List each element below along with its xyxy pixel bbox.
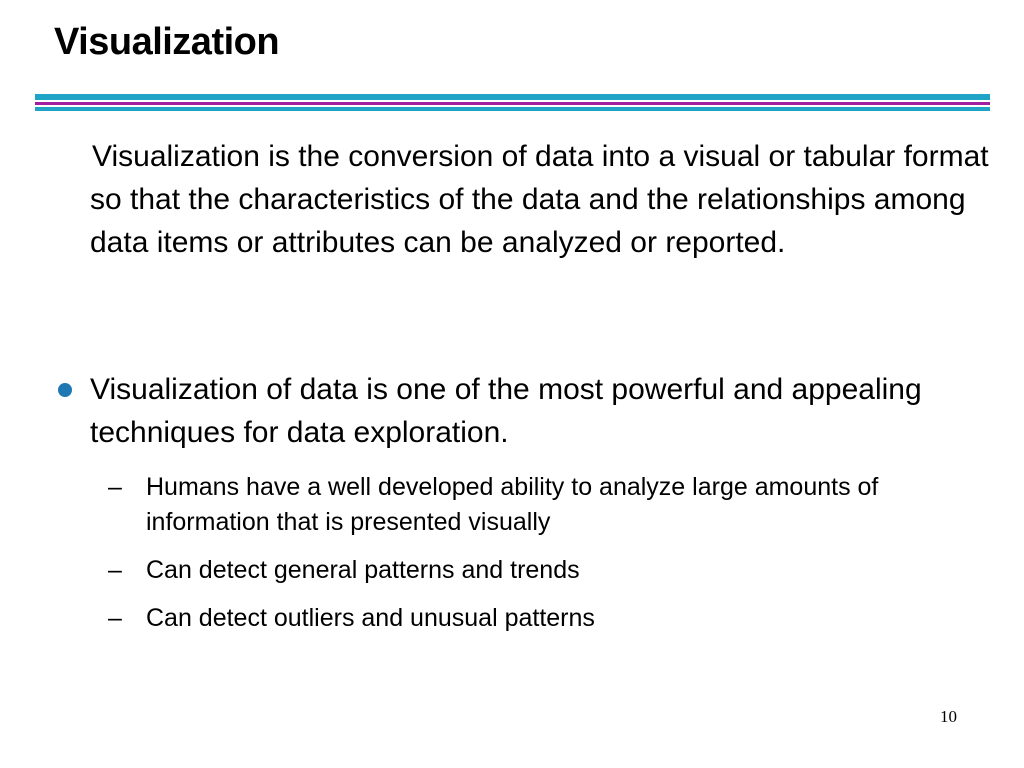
sub-bullet-text: Can detect outliers and unusual patterns: [146, 604, 595, 632]
intro-paragraph: Visualization is the conversion of data into a visual or tabular format so that the characteristics of the data and the relationships among data items or attributes can be analyzed or reported.: [90, 140, 989, 259]
bullet-dot-icon: [58, 383, 72, 397]
sub-bullet-text: Humans have a well developed ability to analyze large amounts of information that is presented visually: [146, 473, 879, 536]
main-bullet-text: Visualization of data is one of the most powerful and appealing techniques for data exploration.: [90, 373, 922, 449]
sub-bullet-dash-icon: –: [108, 604, 122, 632]
title-divider-bottom: [35, 107, 990, 111]
sub-bullet-dash-icon: –: [108, 556, 122, 584]
title-divider-middle: [35, 102, 990, 105]
sub-bullet-text: Can detect general patterns and trends: [146, 556, 580, 584]
sub-bullet-dash-icon: –: [108, 473, 122, 501]
page-number: 10: [940, 707, 957, 726]
title-divider-top: [35, 94, 990, 100]
slide-title: Visualization: [54, 21, 280, 63]
